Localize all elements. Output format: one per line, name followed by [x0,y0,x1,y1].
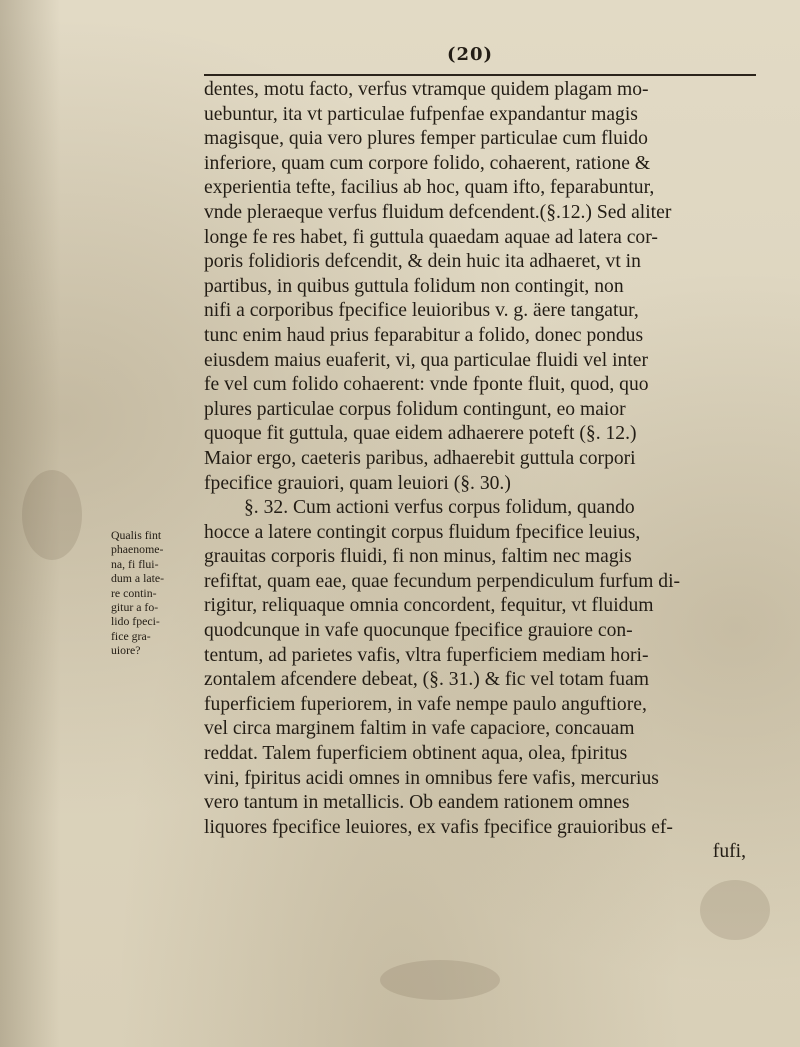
page-header [0,44,800,65]
page-number: (20) [446,44,494,65]
text-line: quoque fit guttula, quae eidem adhaerere poteft (§. 12.) [204,423,637,445]
margin-note-line: phaenome- [111,542,164,557]
margin-note-line: dum a late- [111,571,165,586]
text-line: poris folidioris defcendit, & dein huic ita adhaeret, vt in [204,251,641,273]
text-line: grauitas corporis fluidi, fi non minus, faltim nec magis [204,546,632,568]
text-line: nifi a corporibus fpecifice leuioribus v. g. äere tangatur, [204,300,639,322]
header-rule [204,74,756,76]
margin-note-line: fice gra- [111,628,151,643]
text-line: fuperficiem fuperiorem, in vafe nempe paulo anguftiore, [204,693,647,715]
text-line: fpecifice grauiori, quam leuiori (§. 30.) [204,472,511,494]
text-line: plures particulae corpus folidum contingunt, eo maior [204,398,626,420]
text-line: experientia tefte, facilius ab hoc, quam ifto, feparabuntur, [204,177,655,199]
margin-note-line: gitur a fo- [111,599,159,614]
catchword: fufi, [712,841,746,863]
text-line: vel circa marginem faltim in vafe capaciore, concauam [204,718,635,740]
text-line: magisque, quia vero plures femper particulae cum fluido [204,128,648,150]
margin-note-line: na, fi flui- [111,556,159,571]
margin-note-line: re contin- [111,585,157,600]
text-line: vnde pleraeque verfus fluidum defcendent.(§.12.) Sed aliter [204,201,672,223]
text-line: quodcunque in vafe quocunque fpecifice grauiore con- [204,620,633,642]
marginal-note [111,528,207,658]
text-line: uebuntur, ita vt particulae fufpenfae expandantur magis [204,103,638,125]
paper-stain [22,470,82,560]
main-text-block [204,78,760,865]
text-line: vini, fpiritus acidi omnes in omnibus fere vafis, mercurius [204,767,659,789]
text-line: tentum, ad parietes vafis, vltra fuperficiem mediam hori- [204,644,649,666]
text-line: eiusdem maius euaferit, vi, qua particulae fluidi vel inter [204,349,648,371]
margin-note-line: uiore? [111,643,141,658]
text-line: refiftat, quam eae, quae fecundum perpendiculum furfum di- [204,570,681,592]
margin-note-line: Qualis fint [111,528,162,542]
text-line: rigitur, reliquaque omnia concordent, fequitur, vt fluidum [204,595,654,617]
text-line: vero tantum in metallicis. Ob eandem rationem omnes [204,792,630,814]
paper-stain [380,960,500,1000]
text-line: inferiore, quam cum corpore folido, cohaerent, ratione & [204,152,651,174]
text-line: zontalem afcendere debeat, (§. 31.) & fic vel totam fuam [204,669,650,691]
text-line: fe vel cum folido cohaerent: vnde fponte fluit, quod, quo [204,374,649,396]
section-heading-line: §. 32. Cum actioni verfus corpus folidum, quando [244,497,635,519]
text-line: liquores fpecifice leuiores, ex vafis fpecifice grauioribus ef- [204,816,673,838]
text-line: hocce a latere contingit corpus fluidum fpecifice leuius, [204,521,641,543]
text-line: reddat. Talem fuperficiem obtinent aqua, olea, fpiritus [204,743,628,765]
text-line: dentes, motu facto, verfus vtramque quidem plagam mo- [204,79,649,100]
text-line: Maior ergo, caeteris paribus, adhaerebit guttula corpori [204,447,636,469]
text-line: longe fe res habet, fi guttula quaedam aquae ad latera cor- [204,226,658,248]
text-line: tunc enim haud prius feparabitur a folido, donec pondus [204,324,644,346]
paper-stain [700,880,770,940]
text-line: partibus, in quibus guttula folidum non contingit, non [204,275,624,297]
margin-note-line: lido fpeci- [111,614,160,629]
